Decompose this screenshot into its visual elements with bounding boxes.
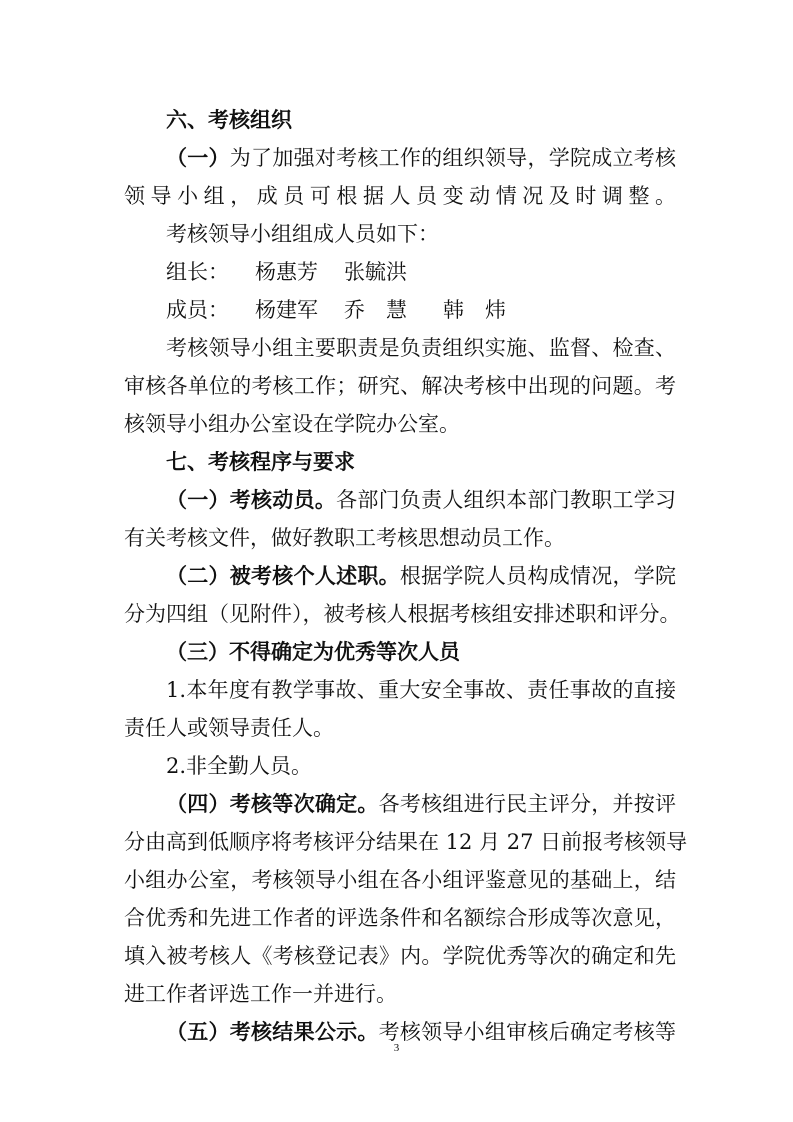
page-number: 3: [393, 1042, 400, 1054]
leader-2: 张毓洪: [344, 260, 407, 284]
s4-text: 各考核组进行民主评分，并按评: [378, 792, 676, 816]
member-3: 韩 炜: [443, 298, 506, 322]
s1-line2: 有关考核文件，做好教职工考核思想动员工作。: [124, 526, 565, 550]
s4-line2: 分由高到低顺序将考核评分结果在 12 月 27 日前报考核领导: [124, 830, 688, 854]
s3-heading: （三）不得确定为优秀等次人员: [166, 640, 460, 664]
duty-line2: 审核各单位的考核工作；研究、解决考核中出现的问题。考: [124, 374, 676, 398]
s4-line3: 小组办公室，考核领导小组在各小组评鉴意见的基础上，结: [124, 868, 676, 892]
member-2: 乔 慧: [344, 298, 407, 322]
members-intro: 考核领导小组组成人员如下：: [166, 222, 439, 246]
s2-line2: 分为四组（见附件），被考核人根据考核组安排述职和评分。: [124, 602, 681, 626]
s3-item2: 2.非全勤人员。: [166, 754, 313, 778]
member-1: 杨建军: [255, 298, 318, 322]
leaders-label: 组长：: [166, 260, 229, 284]
section6-p1-text: 为了加强对考核工作的组织领导，学院成立考核: [229, 146, 677, 170]
s4-line6: 进工作者评选工作一并进行。: [124, 982, 397, 1006]
s4-line5: 填入被考核人《考核登记表》内。学院优秀等次的确定和先: [124, 944, 676, 968]
duty-line1: 考核领导小组主要职责是负责组织实施、监督、检查、: [166, 336, 676, 360]
s4-line1: [166, 790, 676, 818]
leader-1: 杨惠芳: [255, 260, 318, 284]
s1-line1: [166, 486, 676, 514]
s4-line4: 合优秀和先进工作者的评选条件和名额综合形成等次意见，: [124, 906, 676, 930]
s3-item1-line1: 1.本年度有教学事故、重大安全事故、责任事故的直接: [166, 678, 676, 702]
s3-item1-line2: 责任人或领导责任人。: [124, 716, 334, 740]
members-line: [166, 296, 676, 324]
leaders-line: [166, 258, 676, 286]
s2-line1: [166, 562, 676, 590]
s1-text: 各部门负责人组织本部门教职工学习: [336, 488, 677, 512]
duty-line3: 核领导小组办公室设在学院办公室。: [124, 412, 460, 436]
s2-bold: （二）被考核个人述职。: [166, 564, 400, 588]
members-label: 成员：: [166, 298, 229, 322]
section6-p1-line2: 领导小组，成员可根据人员变动情况及时调整。: [124, 184, 676, 208]
section7-heading: 七、考核程序与要求: [166, 450, 355, 474]
s2-text: 根据学院人员构成情况，学院: [399, 564, 677, 588]
s5-bold: （五）考核结果公示。: [166, 1020, 379, 1044]
s4-bold: （四）考核等次确定。: [166, 792, 379, 816]
section6-p1-line1: [166, 144, 676, 172]
s5-text: 考核领导小组审核后确定考核等: [378, 1020, 676, 1044]
section6-p1-lead: （一）: [166, 146, 230, 170]
s1-bold: （一）考核动员。: [166, 488, 337, 512]
section6-heading: 六、考核组织: [166, 108, 292, 132]
